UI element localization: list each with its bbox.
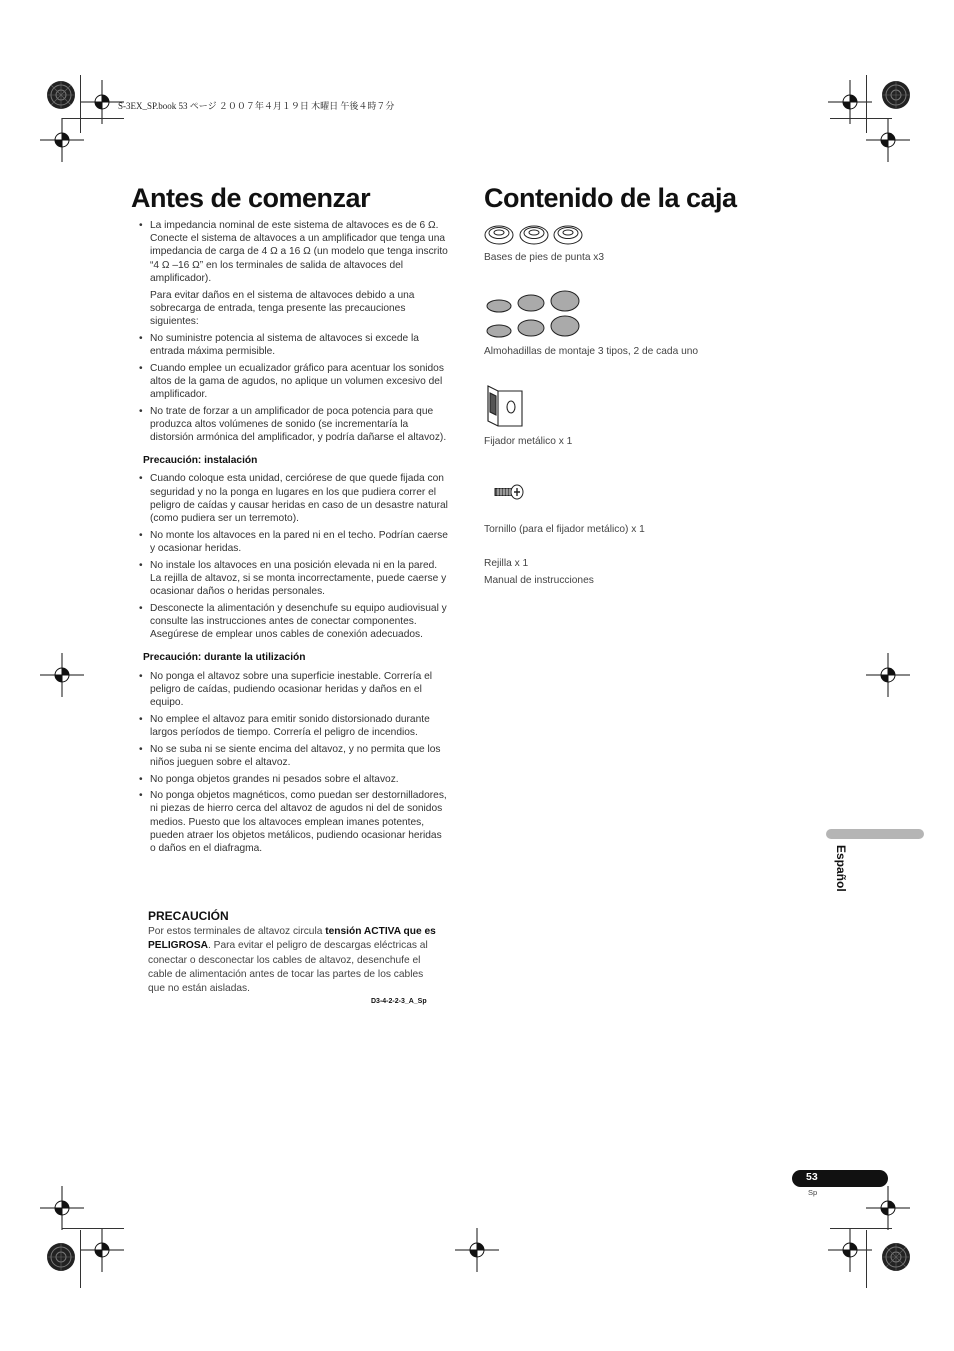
page-number: 53 <box>806 1171 818 1183</box>
crosshair-mark-mid-right <box>866 653 910 697</box>
screw-illustration <box>494 482 526 502</box>
trim-line-bottom-left-v <box>80 1230 81 1288</box>
crosshair-mark-bottom-center <box>455 1228 499 1272</box>
trim-line-bottom-right-h <box>830 1228 892 1229</box>
item-caption-manual: Manual de instrucciones <box>484 575 594 586</box>
list-item: • No ponga objetos grandes ni pesados sobre el altavoz. <box>138 773 448 786</box>
section-heading-usage: Precaución: durante la utilización <box>143 652 306 664</box>
trim-line-top-right-h <box>830 118 892 119</box>
mounting-pads-illustration <box>484 289 584 341</box>
usage-list <box>138 670 448 856</box>
registration-rosette-bottom-right <box>881 1242 911 1272</box>
caution-code: D3-4-2-2-3_A_Sp <box>371 998 427 1005</box>
left-column <box>138 219 448 859</box>
section-heading-installation: Precaución: instalación <box>143 455 258 467</box>
intro-list <box>138 219 448 285</box>
registration-rosette-bottom-left <box>46 1242 76 1272</box>
caution-text: Por estos terminales de altavoz circula tensión ACTIVA que es PELIGROSA. Para evitar el peligro de descargas eléctricas al conectar o desconectar los cables de altavoz, desenchufe el cable de alimentación antes de tocar las partes de los cables que no están aisladas. <box>148 926 436 995</box>
list-item: • No se suba ni se siente encima del altavoz, y no permita que los niños jueguen sobre el altavoz. <box>138 743 448 769</box>
trim-line-bottom-left-h <box>62 1228 124 1229</box>
registration-rosette-top-left <box>46 80 76 110</box>
list-item: • La impedancia nominal de este sistema de altavoces es de 6 Ω. Conecte el sistema de altavoces a un amplificador que tenga una impedancia de carga de 4 Ω a 16 Ω (un modelo que tenga inscrito “4 Ω –16 Ω” en los terminales de salida de altavoces del amplificador). <box>138 219 448 285</box>
list-item: • Desconecte la alimentación y desenchufe su equipo audiovisual y consulte las instrucciones antes de conectar componentes. Asegúrese de emplear unos cables de conexión adecuados. <box>138 602 448 642</box>
registration-rosette-top-right <box>881 80 911 110</box>
crosshair-mark-top-left-b <box>40 118 84 162</box>
crosshair-mark-bottom-left-a <box>40 1186 84 1230</box>
list-item: • No ponga objetos magnéticos, como puedan ser destornilladores, ni piezas de hierro cerca del altavoz de agudos ni del de sonidos medios. Puesto que los altavoces emplean imanes potentes, pueden atraer los objetos metálicos, pudiendo ocasionar heridas o daños en el diafragma. <box>138 789 448 855</box>
caution-title: PRECAUCIÓN <box>148 909 229 923</box>
item-caption-mounting-pads: Almohadillas de montaje 3 tipos, 2 de cada uno <box>484 346 699 357</box>
caution-bold-text: tensión ACTIVA que es PELIGROSA <box>148 926 436 952</box>
crosshair-mark-top-right-b <box>866 118 910 162</box>
trim-line-bottom-right-v <box>866 1230 867 1288</box>
list-item: • No monte los altavoces en la pared ni en el techo. Podrían caerse y ocasionar heridas. <box>138 529 448 555</box>
page-language-code: Sp <box>808 1188 818 1197</box>
trim-line-top-left-h <box>62 118 124 119</box>
crosshair-mark-bottom-left-b <box>80 1228 124 1272</box>
item-caption-screw: Tornillo (para el fijador metálico) x 1 <box>484 524 645 535</box>
list-item: • No ponga el altavoz sobre una superficie inestable. Correría el peligro de caídas, pudiendo ocasionar heridas y daños en el equipo. <box>138 670 448 710</box>
item-caption-grille: Rejilla x 1 <box>484 558 529 569</box>
intro-paragraph: Para evitar daños en el sistema de altavoces debido a una sobrecarga de entrada, tenga presente las precauciones siguientes: <box>150 289 415 327</box>
list-item: • No instale los altavoces en una posición elevada ni en la pared. La rejilla de altavoz, si se monta incorrectamente, puede caerse y ocasionar daños o heridas personales. <box>138 559 448 599</box>
item-caption-spike-bases: Bases de pies de punta x3 <box>484 252 605 263</box>
page-title-left: Antes de comenzar <box>131 183 371 213</box>
list-item: • No suministre potencia al sistema de altavoces si excede la entrada máxima permisible. <box>138 332 448 358</box>
language-tab-label: Español <box>834 845 848 892</box>
page-title-right: Contenido de la caja <box>484 183 737 213</box>
print-file-info: S-3EX_SP.book 53 ページ ２００７年４月１９日 木曜日 午後４時７分 <box>118 101 395 111</box>
spike-base-illustration <box>484 222 584 248</box>
trim-line-top-left-v <box>80 75 81 133</box>
list-item: • No trate de forzar a un amplificador de poca potencia para que produzca altos volúmenes de sonido (se incrementaría la distorsión armónica del amplificador, y podría dañarse el altavoz). <box>138 405 448 445</box>
installation-list <box>138 472 448 641</box>
trim-line-top-right-v <box>866 75 867 133</box>
metal-bracket-illustration <box>484 383 526 429</box>
crosshair-mark-mid-left <box>40 653 84 697</box>
language-tab-bar <box>826 829 924 839</box>
item-caption-metal-bracket: Fijador metálico x 1 <box>484 436 573 447</box>
caution-block <box>148 908 438 996</box>
list-item: • No emplee el altavoz para emitir sonido distorsionado durante largos períodos de tiempo. Correría el peligro de incendios. <box>138 713 448 739</box>
overload-list <box>138 332 448 445</box>
list-item: • Cuando coloque esta unidad, cerciórese de que quede fijada con seguridad y no la ponga en lugares en los que pudiera correr el peligro de caídas y causar heridas en caso de un desastre natural (como pudiera ser un terremoto). <box>138 472 448 525</box>
crosshair-mark-bottom-right-b <box>866 1186 910 1230</box>
list-item: • Cuando emplee un ecualizador gráfico para acentuar los sonidos altos de la gama de agudos, no aplique un volumen excesivo del amplificador. <box>138 362 448 402</box>
